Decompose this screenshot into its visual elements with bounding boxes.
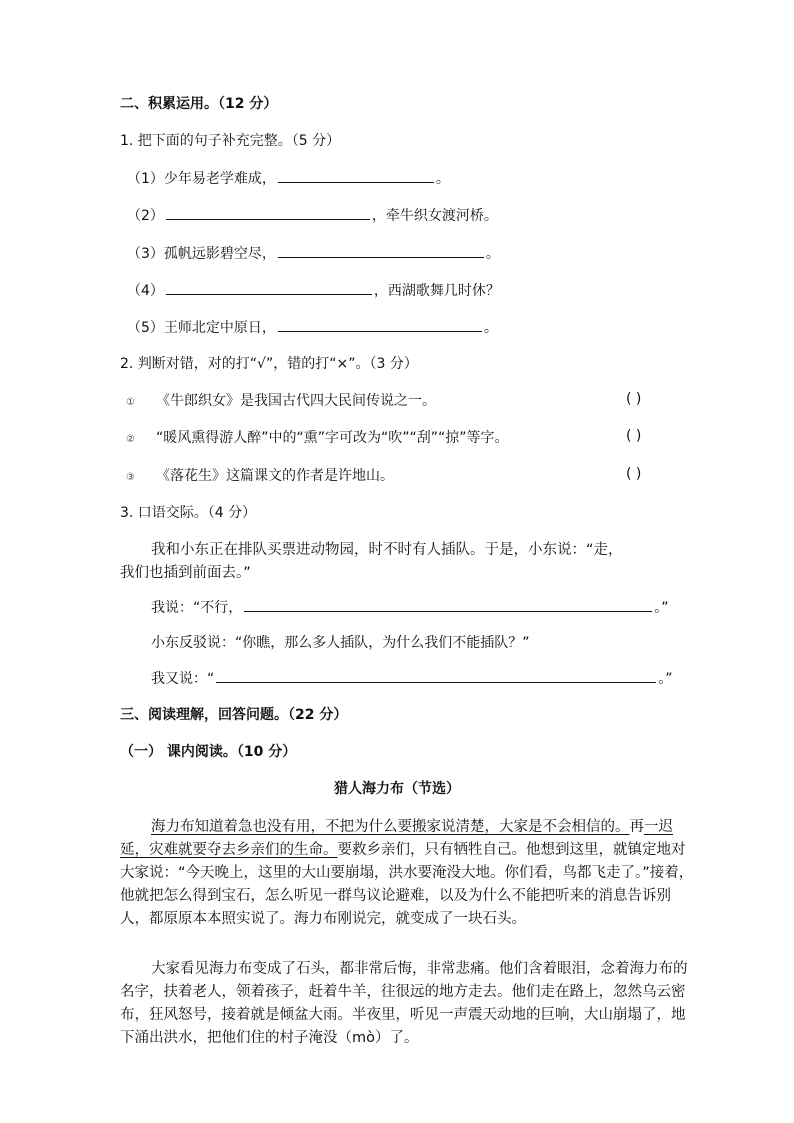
q1-item-3-text: （3）孤帆远影碧空尽， — [127, 246, 276, 262]
q3-rebuttal: 小东反驳说：“你瞧，那么多人插队，为什么我们不能插队？” — [151, 635, 530, 651]
q3-reply-2-prefix: 我又说：“ — [151, 671, 215, 687]
q1-item-5-blank[interactable] — [278, 317, 482, 332]
q2-item-2-answer-box[interactable]: ( ) — [626, 428, 642, 444]
q3-intro-line-1: 我和小东正在排队买票进动物园，时不时有人插队。于是，小东说：“走， — [151, 542, 623, 558]
q1-item-1 — [127, 168, 450, 189]
q2-item-1-marker: ① — [126, 397, 135, 408]
passage-paragraph-1 — [120, 816, 695, 931]
q2-item-2-text: “暖风熏得游人醉”中的“熏”字可改为“吹”“刮”“掠”等字。 — [156, 430, 509, 446]
q2-item-3 — [126, 466, 394, 488]
q1-item-4-end: ，西湖歌舞几时休？ — [373, 283, 500, 299]
q1-item-4-blank[interactable] — [166, 280, 372, 295]
q1-item-5-text: （5）王师北定中原日， — [127, 320, 276, 336]
q3-intro-line-2: 我们也插到前面去。” — [120, 565, 251, 581]
q1-item-1-end: 。 — [435, 171, 450, 187]
q3-reply-2-suffix: 。” — [658, 671, 673, 687]
q3-reply-1-blank[interactable] — [244, 597, 652, 612]
q1-item-2 — [127, 205, 498, 226]
q1-item-3-end: 。 — [485, 246, 500, 262]
q3-reply-1-prefix: 我说：“不行， — [151, 600, 243, 616]
q1-item-1-blank[interactable] — [278, 168, 434, 183]
section-heading-reading: 三、阅读理解，回答问题。（22 分） — [120, 707, 348, 723]
passage-paragraph-2: 大家看见海力布变成了石头，都非常后悔，非常悲痛。他们含着眼泪，念着海力布的名字，扶着老人，领着孩子，赶着牛羊，往很远的地方走去。他们走在路上，忽然乌云密布，狂风怒号，接着就是倾盆大雨。半夜里，听见一声震天动地的巨响，大山崩塌了，地下涌出洪水，把他们住的村子淹没（mò）了。 — [120, 961, 688, 1046]
paragraph-1-text-a: 再 — [629, 819, 644, 835]
q1-item-1-text: （1）少年易老学难成， — [127, 171, 276, 187]
q3-reply-2-blank[interactable] — [216, 668, 656, 683]
q2-item-3-answer-box[interactable]: ( ) — [626, 466, 642, 482]
question-1-title: 1. 把下面的句子补充完整。（5 分） — [120, 133, 341, 149]
underlined-sentence-1: 海力布知道着急也没有用，不把为什么要搬家说清楚，大家是不会相信的。 — [151, 819, 630, 835]
q2-item-2 — [126, 428, 509, 450]
q1-item-5-end: 。 — [483, 320, 498, 336]
q1-item-3 — [127, 243, 500, 264]
q1-item-4 — [127, 280, 500, 301]
q1-item-5 — [127, 317, 498, 338]
q2-item-1 — [126, 391, 436, 413]
section-heading-accumulation: 二、积累运用。（12 分） — [120, 96, 278, 112]
q3-reply-1-suffix: 。” — [654, 600, 669, 616]
underlined-sentence-2: 一迟延，灾难就要夺去乡亲们的生命。 — [120, 819, 673, 858]
q1-item-4-text: （4） — [127, 283, 164, 299]
q1-item-3-blank[interactable] — [278, 243, 484, 258]
q2-item-1-answer-box[interactable]: ( ) — [626, 391, 642, 407]
subsection-heading-in-class-reading: （一） 课内阅读。（10 分） — [120, 744, 297, 760]
q3-reply-2 — [151, 668, 673, 689]
q2-item-2-marker: ② — [126, 434, 135, 445]
question-2-title: 2. 判断对错，对的打“√”，错的打“×”。（3 分） — [120, 356, 418, 372]
q2-item-1-text: 《牛郎织女》是我国古代四大民间传说之一。 — [156, 393, 436, 409]
paragraph-1-text-b: 要救乡亲们，只有牺牲自己。他想到这里，就镇定地对大家说：“今天晚上，这里的大山要崩塌，洪水要淹没大地。你们看，鸟都飞走了。”接着，他就把怎么得到宝石，怎么听见一群鸟议论避难，以及为什么不能把听来的消息告诉别人，都原原本本照实说了。海力布刚说完，就变成了一块石头。 — [120, 842, 694, 927]
q1-item-2-blank[interactable] — [166, 205, 370, 220]
q1-item-2-text: （2） — [127, 208, 164, 224]
q1-item-2-end: ，牵牛织女渡河桥。 — [371, 208, 498, 224]
q2-item-3-text: 《落花生》这篇课文的作者是许地山。 — [156, 468, 394, 484]
passage-title: 猎人海力布（节选） — [334, 781, 460, 797]
question-3-title: 3. 口语交际。（4 分） — [120, 505, 257, 521]
q2-item-3-marker: ③ — [126, 472, 135, 483]
q3-reply-1 — [151, 597, 669, 618]
